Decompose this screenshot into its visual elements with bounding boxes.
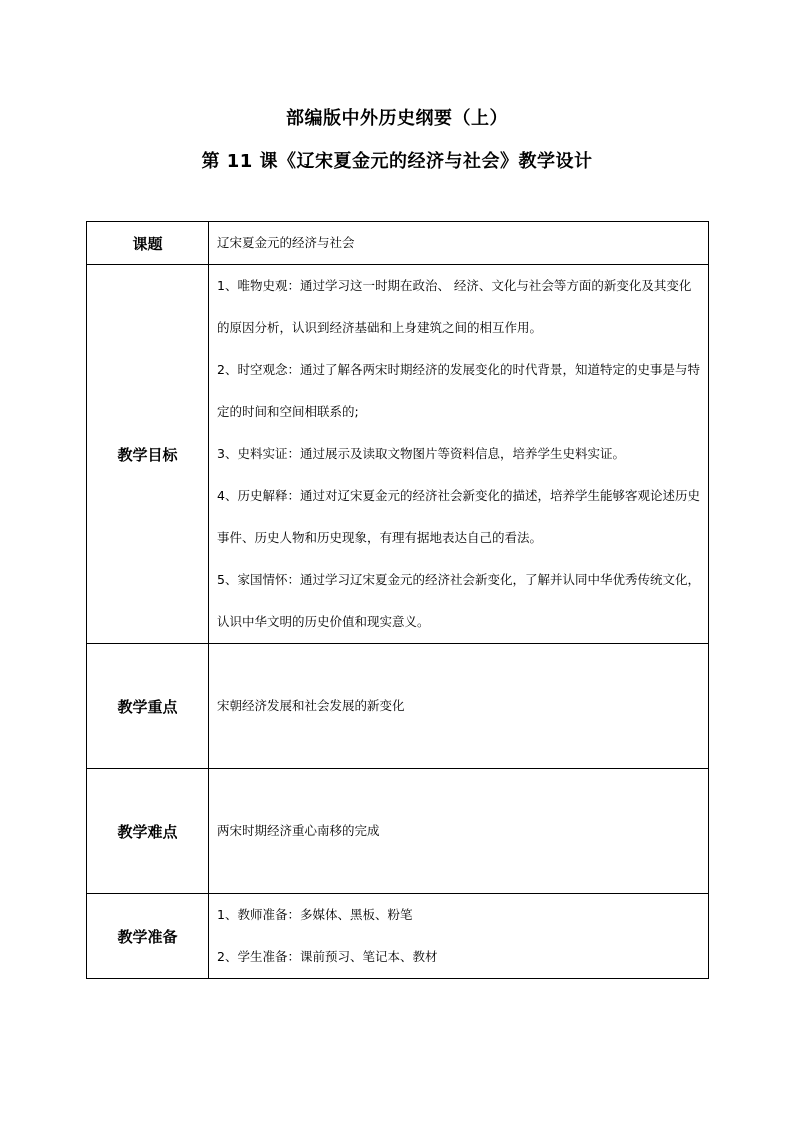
- key-point-text: 宋朝经济发展和社会发展的新变化: [217, 698, 405, 713]
- lesson-plan-table: [86, 221, 709, 979]
- topic-text: 辽宋夏金元的经济与社会: [217, 235, 355, 250]
- goal-item: 3、史料实证：通过展示及读取文物图片等资料信息，培养学生史料实证。: [217, 446, 625, 461]
- document-title: 部编版中外历史纲要（上）: [286, 108, 508, 129]
- label-preparation: 教学准备: [87, 894, 209, 979]
- content-preparation: [209, 894, 709, 979]
- preparation-item: 2、学生准备：课前预习、笔记本、教材: [217, 949, 438, 964]
- content-topic: [209, 222, 709, 265]
- content-key-points: [209, 644, 709, 769]
- label-goals: 教学目标: [87, 265, 209, 644]
- content-difficulties: [209, 769, 709, 894]
- preparation-item: 1、教师准备：多媒体、黑板、粉笔: [217, 907, 413, 922]
- label-topic: 课题: [87, 222, 209, 265]
- table-row-goals: [87, 265, 709, 644]
- label-key-points: 教学重点: [87, 644, 209, 769]
- goal-item: 4、历史解释：通过对辽宋夏金元的经济社会新变化的描述，培养学生能够客观论述历史事件、历史人物和历史现象，有理有据地表达自己的看法。: [217, 488, 700, 545]
- table-row-topic: [87, 222, 709, 265]
- table-row-preparation: [87, 894, 709, 979]
- table-row-difficulties: [87, 769, 709, 894]
- goal-item: 1、唯物史观：通过学习这一时期在政治、 经济、文化与社会等方面的新变化及其变化的原因分析，认识到经济基础和上身建筑之间的相互作用。: [217, 278, 692, 335]
- content-goals: [209, 265, 709, 644]
- difficulty-text: 两宋时期经济重心南移的完成: [217, 823, 380, 838]
- goal-item: 5、家国情怀：通过学习辽宋夏金元的经济社会新变化，了解并认同中华优秀传统文化，认识中华文明的历史价值和现实意义。: [217, 572, 700, 629]
- table-row-key-points: [87, 644, 709, 769]
- goal-item: 2、时空观念：通过了解各两宋时期经济的发展变化的时代背景，知道特定的史事是与特定的时间和空间相联系的;: [217, 362, 700, 419]
- label-difficulties: 教学难点: [87, 769, 209, 894]
- document-subtitle: 第 11 课《辽宋夏金元的经济与社会》教学设计: [201, 151, 593, 172]
